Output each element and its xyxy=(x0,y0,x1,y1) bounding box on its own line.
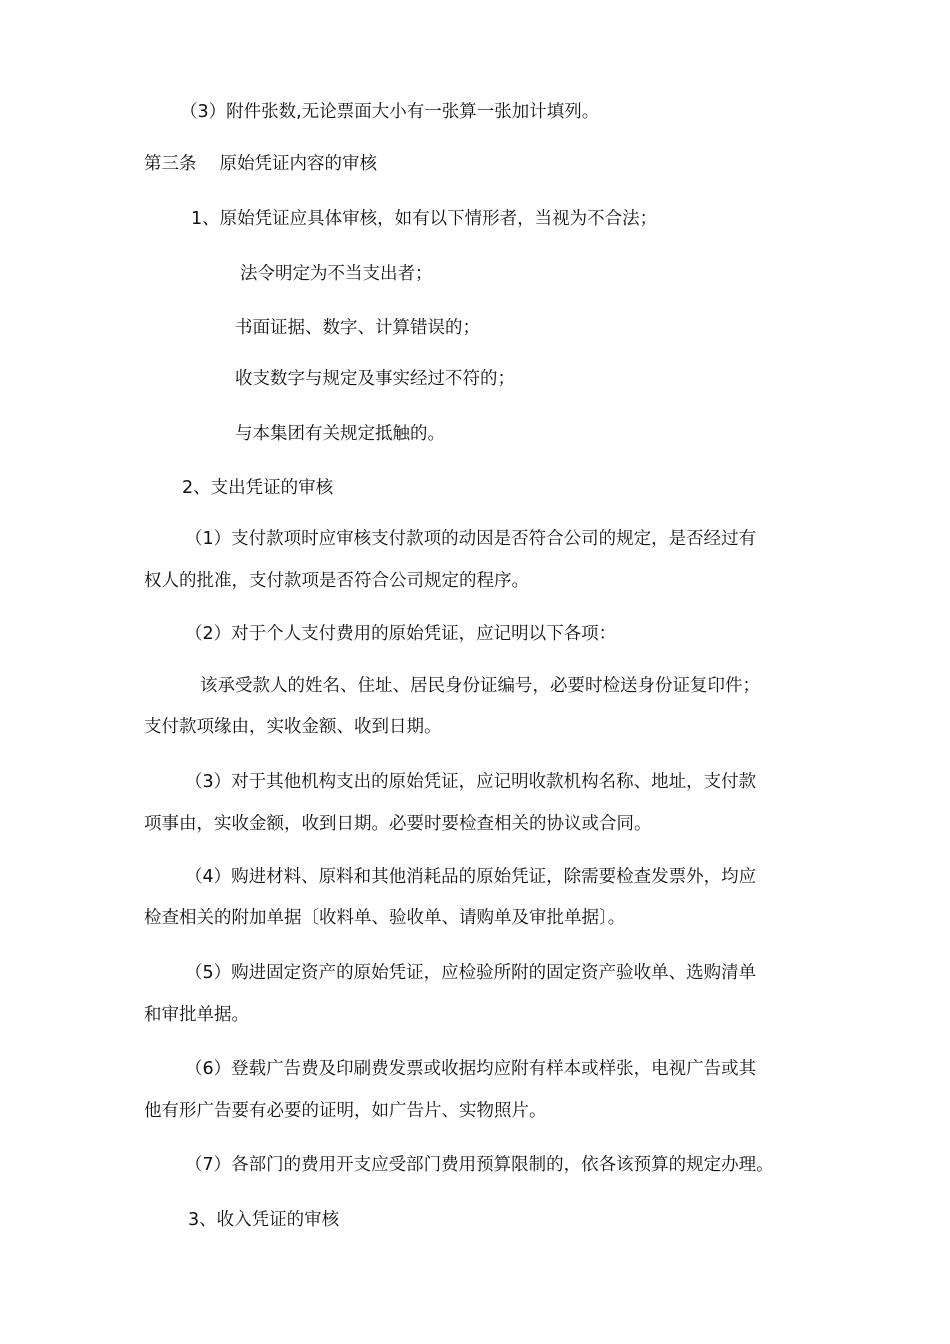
expense-rule-4-line-2: 检查相关的附加单据〔收料单、验收单、请购单及审批单据〕。 xyxy=(144,908,626,928)
expense-rule-4-line-1: （4）购进材料、原料和其他消耗品的原始凭证，除需要检查发票外，均应 xyxy=(185,867,757,887)
expense-rule-3-line-2: 项事由，实收金额，收到日期。必要时要检查相关的协议或合同。 xyxy=(144,814,652,834)
expense-rule-2-detail-line-1: 该承受款人的姓名、住址、居民身份证编号，必要时检送身份证复印件； xyxy=(200,676,760,696)
invalid-case-2: 书面证据、数字、计算错误的； xyxy=(235,318,480,338)
invalid-case-4: 与本集团有关规定抵触的。 xyxy=(235,424,445,444)
item-2-heading: 2、支出凭证的审核 xyxy=(182,478,334,498)
invalid-case-1: 法令明定为不当支出者； xyxy=(240,264,433,284)
item-1-heading: 1、原始凭证应具体审核，如有以下情形者，当视为不合法； xyxy=(191,209,658,229)
article-number: 第三条 xyxy=(144,154,197,174)
expense-rule-2: （2）对于个人支付费用的原始凭证，应记明以下各项： xyxy=(185,624,617,644)
invalid-case-3: 收支数字与规定及事实经过不符的； xyxy=(235,369,515,389)
attachment-count-rule: （3）附件张数,无论票面大小有一张算一张加计填列。 xyxy=(180,102,600,122)
expense-rule-3-line-1: （3）对于其他机构支出的原始凭证，应记明收款机构名称、地址，支付款 xyxy=(185,772,757,792)
expense-rule-2-detail-line-2: 支付款项缘由，实收金额、收到日期。 xyxy=(144,717,442,737)
expense-rule-6-line-2: 他有形广告要有必要的证明，如广告片、实物照片。 xyxy=(144,1101,547,1121)
expense-rule-6-line-1: （6）登载广告费及印刷费发票或收据均应附有样本或样张，电视广告或其 xyxy=(185,1059,757,1079)
expense-rule-5-line-2: 和审批单据。 xyxy=(144,1005,249,1025)
article-title: 原始凭证内容的审核 xyxy=(219,154,377,174)
expense-rule-5-line-1: （5）购进固定资产的原始凭证，应检验所附的固定资产验收单、选购清单 xyxy=(185,963,757,983)
article-3-heading xyxy=(144,152,377,176)
expense-rule-1-line-1: （1）支付款项时应审核支付款项的动因是否符合公司的规定，是否经过有 xyxy=(185,529,757,549)
item-3-heading: 3、收入凭证的审核 xyxy=(188,1210,340,1230)
expense-rule-7: （7）各部门的费用开支应受部门费用预算限制的，依各该预算的规定办理。 xyxy=(185,1155,774,1175)
expense-rule-1-line-2: 权人的批准，支付款项是否符合公司规定的程序。 xyxy=(144,571,529,591)
